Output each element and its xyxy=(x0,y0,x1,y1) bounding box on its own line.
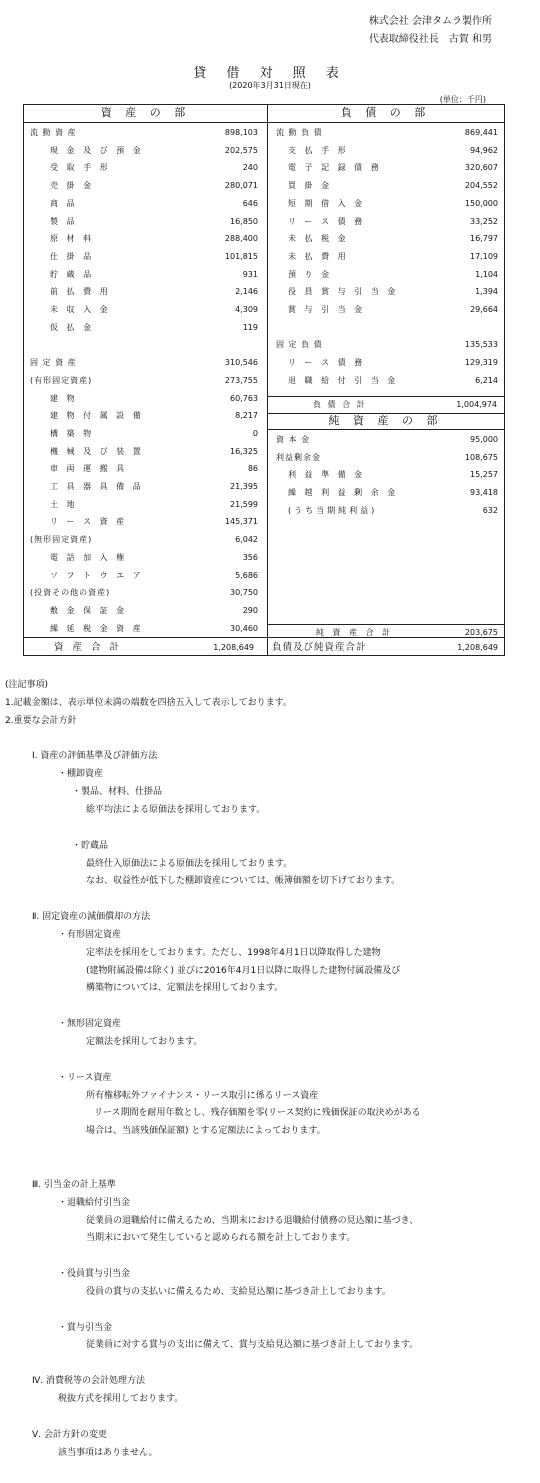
table-row xyxy=(276,159,498,176)
row-value: 16,850 xyxy=(230,216,258,226)
row-value: 4,309 xyxy=(235,305,258,314)
note-line: 最終仕入原価法による原価法を採用しております。 xyxy=(86,858,293,869)
row-label: (うち当期純利益) xyxy=(288,505,378,515)
row-label: 流 動 資 産 xyxy=(30,128,77,137)
row-value: 6,214 xyxy=(475,375,498,385)
table-row xyxy=(30,248,258,265)
row-value: 86 xyxy=(247,464,258,474)
table-row xyxy=(276,248,498,265)
row-label: 利 益 準 備 金 xyxy=(288,470,366,480)
table-row xyxy=(276,372,498,389)
row-value: 108,675 xyxy=(464,452,498,462)
net-assets-heading-rule xyxy=(267,429,504,430)
row-value: 16,325 xyxy=(230,446,258,456)
row-label: リ ー ス 債 務 xyxy=(288,358,366,368)
document-title: 貸 借 対 照 表 xyxy=(193,66,347,81)
row-label: 繰 延 税 金 資 産 xyxy=(50,623,144,633)
table-row xyxy=(30,620,258,637)
row-label: 役 員 賞 与 引 当 金 xyxy=(288,287,399,297)
row-label: 利益剰余金 xyxy=(276,452,321,462)
row-value: 145,371 xyxy=(224,517,258,527)
row-label: (有形固定資産) xyxy=(30,375,93,385)
note-line: 定額法を採用しております。 xyxy=(86,1037,203,1047)
row-label: リ ー ス 資 産 xyxy=(50,517,128,527)
note-line: Ⅰ. 資産の評価基準及び評価方法 xyxy=(32,751,158,762)
row-label: 短 期 借 入 金 xyxy=(288,198,366,208)
row-value: 202,575 xyxy=(224,145,258,155)
row-value: 17,109 xyxy=(470,251,498,261)
note-line: ・賞与引当金 xyxy=(58,1322,113,1333)
table-row xyxy=(276,431,498,448)
row-label: 固 定 負 債 xyxy=(276,340,323,350)
note-line: ・リース資産 xyxy=(58,1072,112,1083)
note-line: Ⅲ. 引当金の計上基準 xyxy=(32,1179,116,1190)
table-row xyxy=(30,602,258,619)
note-line: ・貯蔵品 xyxy=(72,840,109,851)
row-value: 646 xyxy=(242,198,258,208)
row-value: 119 xyxy=(242,322,258,332)
row-value: 356 xyxy=(242,552,258,562)
table-row xyxy=(276,354,498,371)
note-line: (注記事項) xyxy=(5,680,49,690)
row-value: 150,000 xyxy=(464,198,498,208)
assets-total-label: 資 産 合 計 xyxy=(54,642,123,653)
row-value: 60,763 xyxy=(230,393,258,403)
row-value: 280,071 xyxy=(224,181,258,191)
row-value: 2,146 xyxy=(235,287,258,297)
table-row xyxy=(30,443,258,460)
row-value: 931 xyxy=(242,269,258,279)
table-row xyxy=(276,502,498,519)
liabilities-heading: 負 債 の 部 xyxy=(340,106,431,119)
table-row xyxy=(276,266,498,283)
net-assets-total-row xyxy=(276,624,498,641)
row-label: 買 掛 金 xyxy=(288,181,333,191)
note-line: 当期末において発生していると認められる額を計上しております。 xyxy=(86,1233,356,1244)
row-value: 204,552 xyxy=(464,181,498,191)
table-row xyxy=(276,283,498,300)
row-value: 898,103 xyxy=(224,128,258,137)
row-value: 1,104 xyxy=(475,269,498,279)
note-line: 税抜方式を採用しております。 xyxy=(58,1394,184,1404)
net-assets-total-label: 純 資 産 合 計 xyxy=(316,628,394,637)
grand-total-label: 負債及び純資産合計 xyxy=(272,642,367,653)
table-row xyxy=(30,266,258,283)
row-value: 93,418 xyxy=(470,488,498,498)
note-line: ・役員賞与引当金 xyxy=(58,1269,131,1280)
header-rule xyxy=(24,122,504,123)
table-row xyxy=(30,390,258,407)
table-row xyxy=(30,124,258,141)
row-label: (投資その他の資産) xyxy=(30,588,111,598)
row-label: 流 動 負 債 xyxy=(276,128,323,137)
row-label: 敷 金 保 証 金 xyxy=(50,605,128,615)
row-label: 構 築 物 xyxy=(50,428,95,438)
note-line: 該当事項はありません。 xyxy=(58,1447,158,1458)
row-value: 310,546 xyxy=(224,358,258,368)
row-label: 電 子 記 録 債 務 xyxy=(288,163,382,173)
note-line: 従業員に対する賞与の支出に備えて、賞与支給見込額に基づき計上しております。 xyxy=(86,1340,419,1351)
row-label: 建 物 xyxy=(50,393,78,403)
table-row xyxy=(30,584,258,601)
table-row xyxy=(30,195,258,212)
table-row xyxy=(30,531,258,548)
row-label: 売 掛 金 xyxy=(50,181,95,191)
row-value: 1,394 xyxy=(475,287,498,297)
net-assets-total-value: 203,675 xyxy=(464,628,498,637)
note-line: 所有権移転外ファイナンス・リース取引に係るリース資産 xyxy=(86,1090,319,1101)
note-line: ・退職給付引当金 xyxy=(58,1197,131,1208)
row-label: 建 物 付 属 設 備 xyxy=(50,411,144,421)
table-row xyxy=(30,496,258,513)
row-value: 16,797 xyxy=(470,234,498,244)
unit-label: (単位：千円) xyxy=(439,95,486,104)
row-value: 8,217 xyxy=(235,411,258,421)
row-value: 21,599 xyxy=(230,499,258,509)
row-label: 車 両 運 搬 具 xyxy=(50,464,128,474)
table-row xyxy=(276,336,498,353)
row-value: 30,460 xyxy=(230,623,258,633)
table-row xyxy=(30,478,258,495)
table-row xyxy=(276,213,498,230)
table-row xyxy=(30,142,258,159)
row-value: 21,395 xyxy=(230,482,258,491)
table-row xyxy=(276,449,498,466)
table-row xyxy=(276,124,498,141)
assets-heading: 資 産 の 部 xyxy=(100,106,191,119)
row-value: 6,042 xyxy=(235,535,258,545)
note-line: 構築物については、定額法を採用しております。 xyxy=(86,983,284,994)
row-value: 288,400 xyxy=(224,234,258,244)
table-row xyxy=(276,177,498,194)
row-label: 現 金 及 び 預 金 xyxy=(50,145,144,155)
table-row xyxy=(30,319,258,336)
table-row xyxy=(30,549,258,566)
row-value: 101,815 xyxy=(224,251,258,261)
row-value: 15,257 xyxy=(470,470,498,480)
row-label: 貯 蔵 品 xyxy=(50,269,95,279)
note-line: ・製品、材料、仕掛品 xyxy=(72,787,163,798)
note-line: ・有形固定資産 xyxy=(58,929,122,940)
table-row xyxy=(30,177,258,194)
row-value: 290 xyxy=(242,605,258,615)
table-row xyxy=(30,283,258,300)
row-value: 320,607 xyxy=(464,163,498,173)
row-label: 固 定 資 産 xyxy=(30,358,77,368)
note-line: Ⅱ. 固定資産の減価償却の方法 xyxy=(32,912,151,923)
row-label: 未 払 税 金 xyxy=(288,234,349,244)
row-value: 95,000 xyxy=(470,435,498,444)
row-label: 原 材 料 xyxy=(50,234,95,244)
row-label: 仕 掛 品 xyxy=(50,251,95,261)
assets-total-value: 1,208,649 xyxy=(213,643,254,652)
liabilities-subtotal-value: 1,004,974 xyxy=(456,400,497,409)
note-line: なお、収益性が低下した棚卸資産については、帳簿価額を切下げております。 xyxy=(86,876,401,887)
row-label: 退 職 給 付 引 当 金 xyxy=(288,375,399,385)
note-line: Ⅴ. 会計方針の変更 xyxy=(32,1429,107,1440)
row-label: 商 品 xyxy=(50,198,78,208)
table-row xyxy=(276,230,498,247)
table-row xyxy=(30,159,258,176)
row-value: 135,533 xyxy=(464,340,498,350)
row-label: ソ フ ト ウ エ ア xyxy=(50,570,144,580)
note-line: (建物附属設備は除く) 並びに2016年4月1日以降に取得した建物付属設備及び xyxy=(86,965,401,976)
note-line: リース期間を耐用年数とし、残存価額を零(リース契約に残価保証の取決めがある xyxy=(94,1108,421,1119)
note-line: 1.記載金額は、表示単位未満の端数を四捨五入して表示しております。 xyxy=(5,697,292,708)
balance-sheet-table xyxy=(23,104,505,656)
row-value: 94,962 xyxy=(470,145,498,155)
table-row xyxy=(276,301,498,318)
table-row xyxy=(30,301,258,318)
note-line: Ⅳ. 消費税等の会計処理方法 xyxy=(32,1376,146,1387)
row-label: 製 品 xyxy=(50,216,78,226)
table-row xyxy=(276,142,498,159)
row-label: 支 払 手 形 xyxy=(288,145,349,155)
row-label: 繰 越 利 益 剰 余 金 xyxy=(288,488,399,498)
row-value: 632 xyxy=(482,505,498,515)
row-label: 電 話 加 入 権 xyxy=(50,552,128,562)
table-row xyxy=(276,466,498,483)
row-value: 29,664 xyxy=(470,305,498,314)
row-value: 0 xyxy=(252,428,258,438)
note-line: 定率法を採用をしております。ただし、1998年4月1日以降取得した建物 xyxy=(86,947,381,958)
note-line: ・無形固定資産 xyxy=(58,1019,122,1030)
net-assets-heading: 純 資 産 の 部 xyxy=(328,414,443,427)
row-value: 869,441 xyxy=(464,128,498,137)
table-row xyxy=(276,484,498,501)
row-label: 仮 払 金 xyxy=(50,322,95,332)
liabilities-subtotal-row xyxy=(289,396,497,413)
note-line: 2.重要な会計方針 xyxy=(5,715,77,726)
row-label: 土 地 xyxy=(50,499,78,509)
row-value: 129,319 xyxy=(464,358,498,368)
note-line: 場合は、当該残価保証額) とする定額法によっております。 xyxy=(86,1126,326,1137)
table-row xyxy=(30,213,258,230)
column-divider xyxy=(267,105,268,655)
row-label: 賞 与 引 当 金 xyxy=(288,305,366,314)
note-line: 総平均法による原価法を採用しております。 xyxy=(86,804,266,815)
row-label: 前 払 費 用 xyxy=(50,287,111,297)
table-row xyxy=(30,354,258,371)
row-label: 預 り 金 xyxy=(288,269,333,279)
table-row xyxy=(30,336,258,353)
row-value: 5,686 xyxy=(235,570,258,580)
table-row xyxy=(30,460,258,477)
row-label: (無形固定資産) xyxy=(30,535,93,545)
row-value: 33,252 xyxy=(470,216,498,226)
company-name: 株式会社 会津タムラ製作所 xyxy=(368,16,492,27)
row-value: 240 xyxy=(242,163,258,173)
table-row xyxy=(276,195,498,212)
table-row xyxy=(30,567,258,584)
representative-name: 代表取締役社長 古賀 和男 xyxy=(368,34,492,45)
row-label: 機 械 及 び 装 置 xyxy=(50,446,144,456)
row-label: 未 収 入 金 xyxy=(50,305,111,314)
row-label: 資 本 金 xyxy=(276,435,311,444)
row-label: 工 具 器 具 備 品 xyxy=(50,482,144,491)
row-value: 273,755 xyxy=(224,375,258,385)
row-label: リ ー ス 債 務 xyxy=(288,216,366,226)
note-line: 従業員の退職給付に備えるため、当期末における退職給付債務の見込額に基づき、 xyxy=(86,1215,419,1226)
note-line: 役員の賞与の支払いに備えるため、支給見込額に基づき計上しております。 xyxy=(86,1286,391,1297)
liabilities-subtotal-label: 負 債 合 計 xyxy=(313,400,367,409)
table-row xyxy=(30,513,258,530)
note-line: ・棚卸資産 xyxy=(58,769,104,780)
table-row xyxy=(30,230,258,247)
table-row xyxy=(30,372,258,389)
table-row xyxy=(276,319,498,336)
row-label: 未 払 費 用 xyxy=(288,251,349,261)
row-label: 受 取 手 形 xyxy=(50,163,111,173)
as-of-date: (2020年3月31日現在) xyxy=(229,81,311,90)
table-row xyxy=(30,425,258,442)
row-value: 30,750 xyxy=(230,588,258,598)
grand-total-value: 1,208,649 xyxy=(457,643,498,652)
table-row xyxy=(30,407,258,424)
